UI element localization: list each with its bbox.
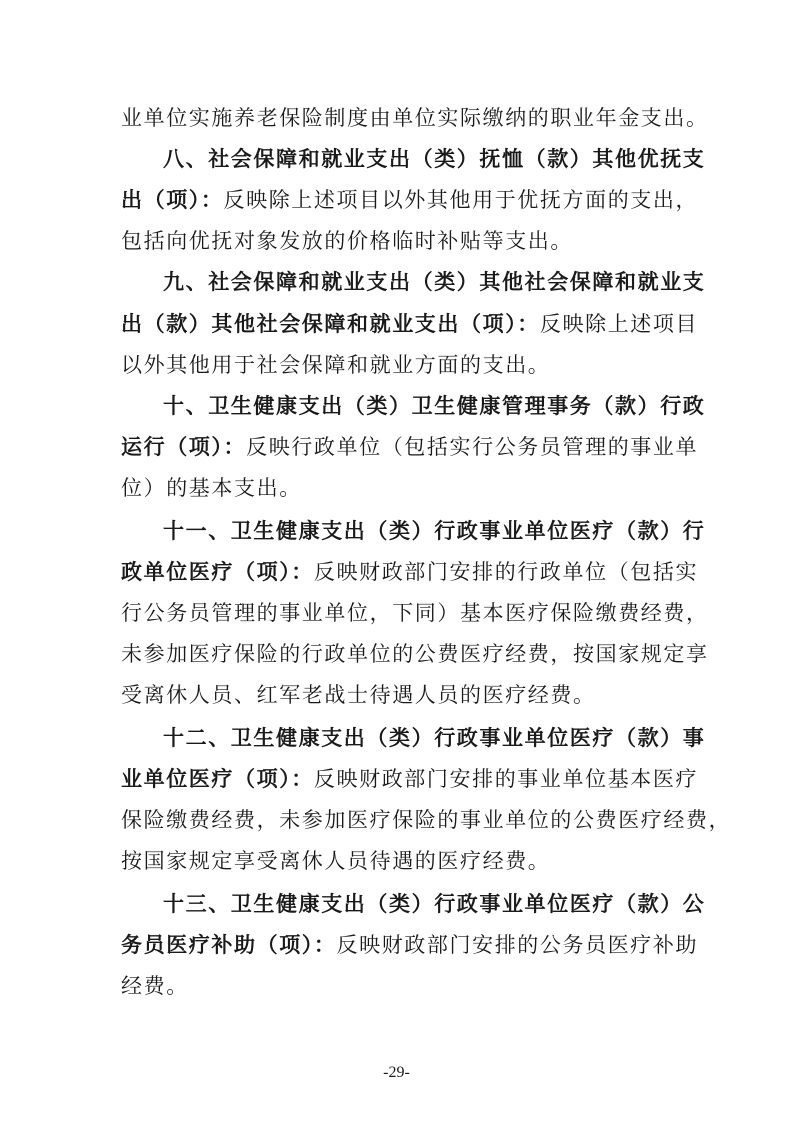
section-11-line-3: 行公务员管理的事业单位，下同）基本医疗保险缴费经费， (121, 601, 709, 625)
section-12-heading-end: 业单位医疗（项）： (121, 766, 314, 791)
section-13-line-2 (121, 931, 699, 959)
section-11-line-2 (121, 558, 699, 586)
section-8-line-3: 包括向优抚对象发放的价格临时补贴等支出。 (121, 229, 573, 253)
section-11-text: 反映财政部门安排的行政单位（包括实 (313, 560, 699, 584)
section-11-line-4: 未参加医疗保险的行政单位的公费医疗经费，按国家规定享 (121, 642, 709, 666)
section-10-line-2 (121, 433, 699, 461)
section-10-line-3: 位）的基本支出。 (121, 476, 302, 500)
section-13-heading-line-1: 十三、卫生健康支出（类）行政事业单位医疗（款）公 (163, 891, 706, 916)
body-text: 业单位实施养老保险制度由单位实际缴纳的职业年金支出。 (121, 106, 709, 130)
section-12-text: 反映财政部门安排的事业单位基本医疗 (313, 767, 699, 791)
section-8-line-2 (121, 186, 699, 214)
section-10-heading-line-1: 十、卫生健康支出（类）卫生健康管理事务（款）行政 (163, 393, 706, 418)
section-11-line-5: 受离休人员、红军老战士待遇人员的医疗经费。 (121, 683, 596, 707)
section-13-heading-end: 务员医疗补助（项）： (121, 932, 337, 957)
section-9-heading-end: 出（款）其他社会保障和就业支出（项）： (121, 311, 540, 336)
section-13-line-3: 经费。 (121, 974, 189, 998)
section-11-heading-end: 政单位医疗（项）： (121, 559, 314, 584)
paragraph-continuation-line (121, 104, 709, 132)
section-12-line-4: 按国家规定享受离休人员待遇的医疗经费。 (121, 849, 551, 873)
section-9-line-2 (121, 310, 699, 338)
section-8-text: 反映除上述项目以外其他用于优抚方面的支出， (223, 188, 699, 212)
section-9-line-3: 以外其他用于社会保障和就业方面的支出。 (121, 353, 551, 377)
section-9-heading-line-1: 九、社会保障和就业支出（类）其他社会保障和就业支 (163, 269, 706, 294)
section-9-text: 反映除上述项目 (539, 312, 699, 336)
section-13-text: 反映财政部门安排的公务员医疗补助 (336, 933, 699, 957)
page-number: -29- (383, 1064, 410, 1081)
section-10-heading-end: 运行（项）： (121, 434, 247, 459)
section-12-line-3: 保险缴费经费，未参加医疗保险的事业单位的公费医疗经费， (121, 808, 732, 832)
section-10-text: 反映行政单位（包括实行公务员管理的事业单 (246, 435, 699, 459)
section-12-heading-line-1: 十二、卫生健康支出（类）行政事业单位医疗（款）事 (163, 725, 706, 750)
section-12-line-2 (121, 765, 699, 793)
section-8-heading-line-1: 八、社会保障和就业支出（类）抚恤（款）其他优抚支 (163, 146, 706, 171)
section-8-heading-end: 出（项）： (121, 187, 224, 212)
section-11-heading-line-1: 十一、卫生健康支出（类）行政事业单位医疗（款）行 (163, 518, 706, 543)
